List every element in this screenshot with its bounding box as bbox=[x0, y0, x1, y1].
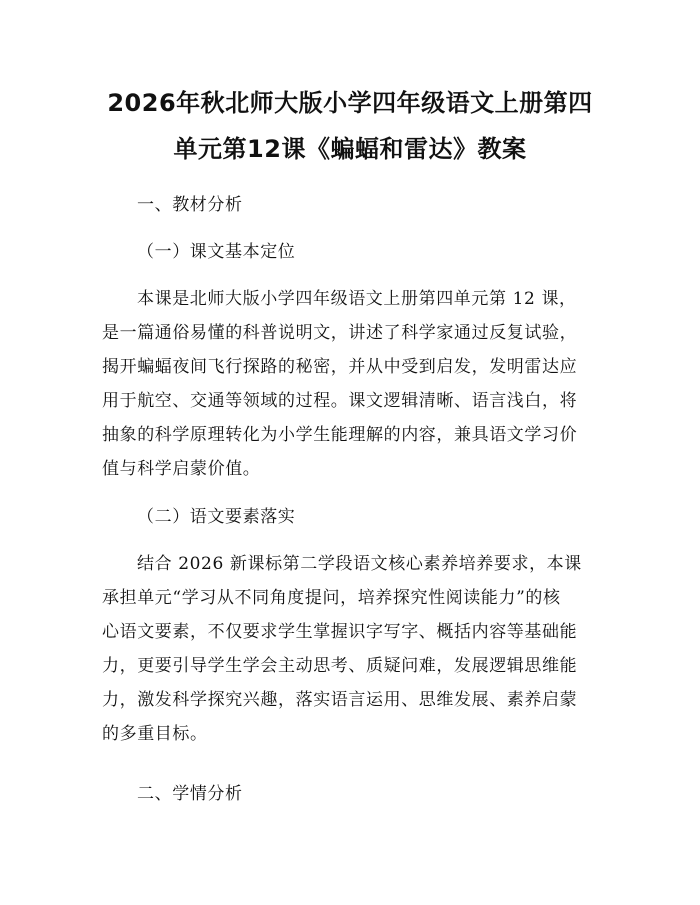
paragraph-line: 揭开蝙蝠夜间飞行探路的秘密，并从中受到启发，发明雷达应 bbox=[102, 357, 578, 377]
paragraph-line: 值与科学启蒙价值。 bbox=[102, 459, 261, 479]
subsection-heading-positioning: （一）课文基本定位 bbox=[137, 242, 296, 262]
paragraph-line: 承担单元“学习从不同角度提问，培养探究性阅读能力”的核 bbox=[102, 588, 561, 608]
document-title-line-2: 单元第12课《蝙蝠和雷达》教案 bbox=[173, 135, 527, 163]
paragraph-line: 用于航空、交通等领域的过程。课文逻辑清晰、语言浅白，将 bbox=[102, 391, 578, 411]
document-title-line-1: 2026年秋北师大版小学四年级语文上册第四 bbox=[107, 89, 593, 117]
section-heading-textbook-analysis: 一、教材分析 bbox=[137, 195, 243, 215]
subsection-heading-language-elements: （二）语文要素落实 bbox=[137, 507, 296, 527]
paragraph-line: 力，更要引导学生学会主动思考、质疑问难，发展逻辑思维能 bbox=[102, 656, 578, 676]
paragraph-line: 是一篇通俗易懂的科普说明文，讲述了科学家通过反复试验， bbox=[102, 323, 578, 343]
paragraph-line: 的多重目标。 bbox=[102, 724, 208, 744]
paragraph-line: 结合 2026 新课标第二学段语文核心素养培养要求，本课 bbox=[137, 554, 582, 574]
paragraph-line: 抽象的科学原理转化为小学生能理解的内容，兼具语文学习价 bbox=[102, 425, 578, 445]
paragraph-line: 心语文要素，不仅要求学生掌握识字写字、概括内容等基础能 bbox=[102, 622, 578, 642]
paragraph-line: 力，激发科学探究兴趣，落实语言运用、思维发展、素养启蒙 bbox=[102, 690, 578, 710]
paragraph-line: 本课是北师大版小学四年级语文上册第四单元第 12 课， bbox=[137, 289, 577, 309]
section-heading-learner-analysis: 二、学情分析 bbox=[137, 784, 243, 804]
